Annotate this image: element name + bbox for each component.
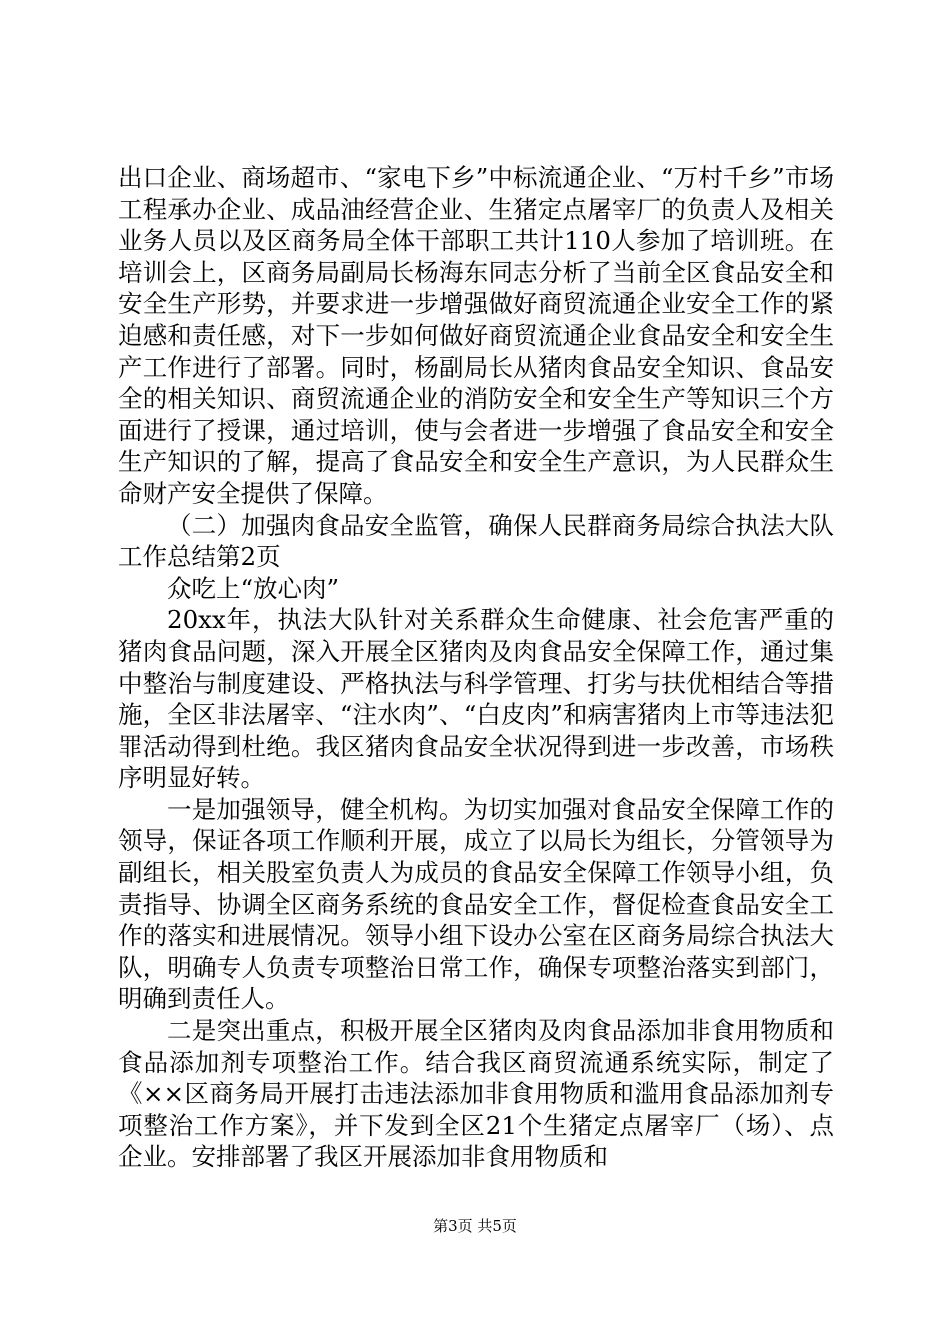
section-heading-continuation: 众吃上“放心肉” <box>167 573 340 603</box>
paragraph-training-summary: 出口企业、商场超市、“家电下乡”中标流通企业、“万村千乡”市场工程承办企业、成品油经营企业、生猪定点屠宰厂的负责人及相关业务人员以及区商务局全体干部职工共计110人参加了培训班。在培训会上，区商务局副局长杨海东同志分析了当前全区食品安全和安全生产形势，并要求进一步增强做好商贸流通企业安全工作的紧迫感和责任感，对下一步如何做好商贸流通企业食品安全和安全生产工作进行了部署。同时，杨副局长从猪肉食品安全知识、食品安全的相关知识、商贸流通企业的消防安全和安全生产等知识三个方面进行了授课，通过培训，使与会者进一步增强了食品安全和安全生产知识的了解，提高了食品安全和安全生产意识，为人民群众生命财产安全提供了保障。 <box>118 163 834 508</box>
paragraph-pork-safety: 20xx年，执法大队针对关系群众生命健康、社会危害严重的猪肉食品问题，深入开展全区猪肉及肉食品安全保障工作，通过集中整治与制度建设、严格执法与科学管理、打劣与扶优相结合等措施，全区非法屠宰、“注水肉”、“白皮肉”和病害猪肉上市等违法犯罪活动得到杜绝。我区猪肉食品安全状况得到进一步改善，市场秩序明显好转。 <box>118 605 834 793</box>
section-heading-meat-safety: （二）加强肉食品安全监管，确保人民群商务局综合执法大队工作总结第2页 <box>118 510 834 572</box>
paragraph-leadership: 一是加强领导，健全机构。为切实加强对食品安全保障工作的领导，保证各项工作顺利开展，成立了以局长为组长，分管领导为副组长，相关股室负责人为成员的食品安全保障工作领导小组，负责指导、协调全区商务系统的食品安全工作，督促检查食品安全工作的落实和进展情况。领导小组下设办公室在区商务局综合执法大队，明确专人负责专项整治日常工作，确保专项整治落实到部门，明确到责任人。 <box>118 794 834 1014</box>
paragraph-special-rectification: 二是突出重点，积极开展全区猪肉及肉食品添加非食用物质和食品添加剂专项整治工作。结合我区商贸流通系统实际，制定了《××区商务局开展打击违法添加非食用物质和滥用食品添加剂专项整治工作方案》，并下发到全区21个生猪定点屠宰厂（场）、点企业。安排部署了我区开展添加非食用物质和 <box>118 1016 834 1172</box>
document-body <box>118 162 834 1173</box>
page-number-footer: 第3页 共5页 <box>433 1217 517 1235</box>
